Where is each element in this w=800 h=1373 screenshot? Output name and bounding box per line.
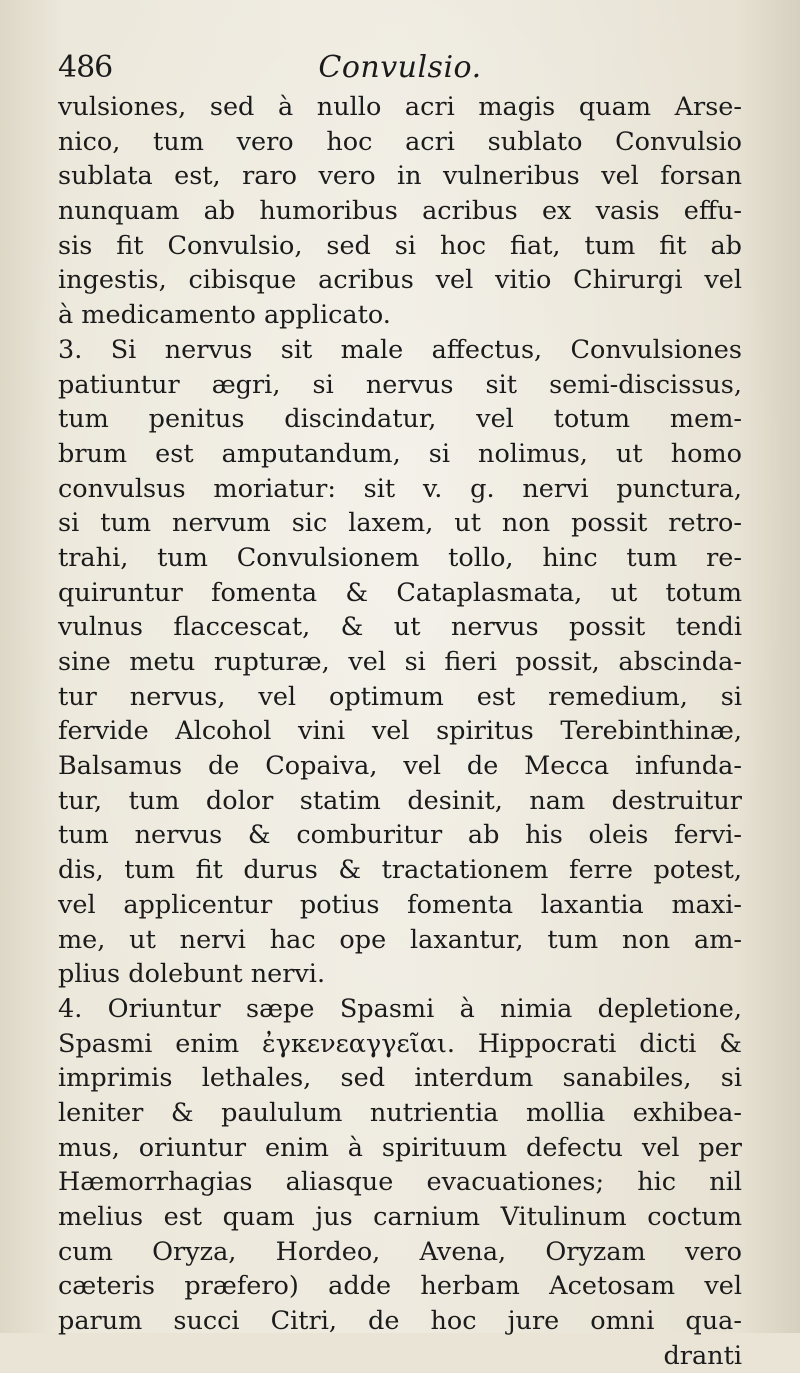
text-line: dis, tum fit durus & tractationem ferre potest, xyxy=(58,855,742,886)
text-line: sis fit Convulsio, sed si hoc fiat, tum fit ab xyxy=(58,230,742,261)
text-line: mus, oriuntur enim à spirituum defectu vel per xyxy=(58,1132,742,1163)
text-line: leniter & paululum nutrientia mollia exhibea- xyxy=(58,1097,742,1128)
text-line: quiruntur fomenta & Cataplasmata, ut totum xyxy=(58,577,742,608)
text-line: brum est amputandum, si nolimus, ut homo xyxy=(58,438,742,469)
text-line: à medicamento applicato. xyxy=(58,300,391,331)
page-number: 486 xyxy=(58,50,113,85)
text-line: si tum nervum sic laxem, ut non possit retro- xyxy=(58,508,742,539)
page-header xyxy=(58,46,742,90)
text-line: trahi, tum Convulsionem tollo, hinc tum re- xyxy=(58,542,742,573)
text-line: ingestis, cibisque acribus vel vitio Chirurgi vel xyxy=(58,265,742,296)
text-line: Hæmorrhagias aliasque evacuationes; hic nil xyxy=(58,1167,742,1198)
text-line: convulsus moriatur: sit v. g. nervi punctura, xyxy=(58,473,742,504)
running-title: Convulsio. xyxy=(318,50,482,85)
text-line: vel applicentur potius fomenta laxantia maxi- xyxy=(58,889,742,920)
text-line: 4. Oriuntur sæpe Spasmi à nimia depletione, xyxy=(58,993,742,1024)
text-line: imprimis lethales, sed interdum sanabiles, si xyxy=(58,1063,742,1094)
text-line: fervide Alcohol vini vel spiritus Terebinthinæ, xyxy=(58,716,742,747)
text-line: sine metu rupturæ, vel si fieri possit, abscinda- xyxy=(58,647,742,677)
text-line: patiuntur ægri, si nervus sit semi-discissus, xyxy=(58,369,742,400)
text-line: tum penitus discindatur, vel totum mem- xyxy=(58,404,742,435)
text-line: me, ut nervi hac ope laxantur, tum non am- xyxy=(58,924,742,955)
text-line: sublata est, raro vero in vulneribus vel forsan xyxy=(58,161,742,192)
text-line: nico, tum vero hoc acri sublato Convulsio xyxy=(58,126,742,157)
text-line: tum nervus & comburitur ab his oleis fervi- xyxy=(58,820,742,851)
text-line: vulsiones, sed à nullo acri magis quam Arse- xyxy=(58,92,742,122)
text-line: cum Oryza, Hordeo, Avena, Oryzam vero xyxy=(58,1236,742,1267)
text-line: Balsamus de Copaiva, vel de Mecca infunda- xyxy=(58,751,742,782)
text-line: Spasmi enim ἐγκενεαγγεῖαι. Hippocrati dicti & xyxy=(58,1028,742,1059)
text-line: vulnus flaccescat, & ut nervus possit tendi xyxy=(58,612,742,643)
text-line: parum succi Citri, de hoc jure omni qua- xyxy=(58,1306,742,1337)
text-line: cæteris præfero) adde herbam Acetosam vel xyxy=(58,1271,742,1302)
catchword: dranti xyxy=(663,1340,742,1371)
text-line: tur nervus, vel optimum est remedium, si xyxy=(58,681,742,712)
text-line: tur, tum dolor statim desinit, nam destruitur xyxy=(58,785,742,816)
text-line: 3. Si nervus sit male affectus, Convulsiones xyxy=(58,334,742,365)
text-line: plius dolebunt nervi. xyxy=(58,959,326,990)
text-line: nunquam ab humoribus acribus ex vasis effu- xyxy=(58,196,742,227)
text-line: melius est quam jus carnium Vitulinum coctum xyxy=(58,1202,742,1232)
body-text xyxy=(58,90,742,1373)
